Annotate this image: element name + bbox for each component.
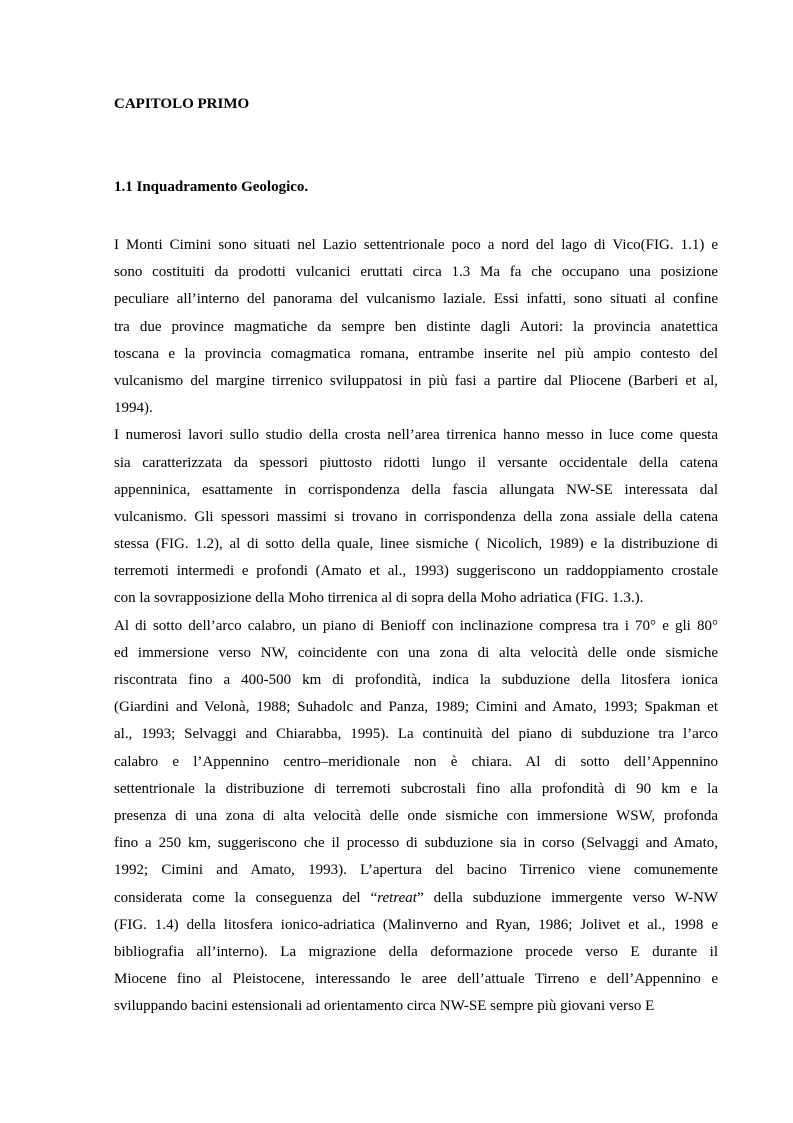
text-line: [114, 259, 718, 286]
text-line: [114, 694, 718, 721]
line-text: vulcanismo. Gli spessori massimi si trovano in corrispondenza della zona assiale della catena: [114, 508, 718, 525]
line-text: I Monti Cimini sono situati nel Lazio settentrionale poco a nord del lago di Vico(FIG. 1.1) e: [114, 237, 718, 253]
line-text: considerata come la conseguenza del “: [114, 889, 378, 906]
line-text: I numerosi lavori sullo studio della crosta nell’area tirrenica hanno messo in luce come questa: [114, 427, 718, 444]
line-text: terremoti intermedi e profondi (Amato et al., 1993) suggeriscono un raddoppiamento crostale: [114, 563, 718, 580]
text-line: [114, 422, 718, 449]
text-line: [114, 613, 718, 640]
line-text: settentrionale la distribuzione di terremoti subcrostali fino alla profondità di 90 km e la: [114, 780, 718, 797]
text-line: [114, 232, 718, 259]
text-line: [114, 912, 718, 939]
chapter-title: CAPITOLO PRIMO: [114, 96, 250, 112]
text-line: [114, 993, 718, 1020]
line-text: peculiare all’interno del panorama del vulcanismo laziale. Essi infatti, sono situati al confine: [114, 291, 718, 308]
text-line: [114, 395, 718, 422]
line-text: sviluppando bacini estensionali ad orientamento circa NW-SE sempre più giovani verso E: [114, 998, 655, 1015]
text-line: [114, 341, 718, 368]
text-line: [114, 830, 718, 857]
body-text: [114, 232, 718, 1020]
paragraph: [114, 422, 718, 612]
text-line: [114, 477, 718, 504]
text-line: [114, 667, 718, 694]
line-text: riscontrata fino a 400-500 km di profondità, indica la subduzione della litosfera ionica: [114, 672, 718, 688]
text-line: [114, 803, 718, 830]
line-text: al., 1993; Selvaggi and Chiarabba, 1995). La continuità del piano di subduzione tra l’arco: [114, 726, 718, 743]
line-text: sono costituiti da prodotti vulcanici eruttati circa 1.3 Ma fa che occupano una posizione: [114, 264, 718, 281]
line-text: con la sovrapposizione della Moho tirrenica al di sopra della Moho adriatica (FIG. 1.3.).: [114, 590, 644, 607]
text-line: [114, 314, 718, 341]
text-line: [114, 857, 718, 884]
text-line: [114, 286, 718, 313]
line-text: toscana e la provincia comagmatica romana, entrambe inserite nel più ampio contesto del: [114, 345, 718, 362]
text-line: [114, 450, 718, 477]
text-line: [114, 885, 718, 912]
line-text: fino a 250 km, suggeriscono che il processo di subduzione sia in corso (Selvaggi and Amato,: [114, 835, 718, 852]
text-line: [114, 749, 718, 776]
line-text: (FIG. 1.4) della litosfera ionico-adriatica (Malinverno and Ryan, 1986; Jolivet et al., 1998 e: [114, 916, 718, 933]
line-text: (Giardini and Velonà, 1988; Suhadolc and Panza, 1989; Cimini and Amato, 1993; Spakman et: [114, 699, 718, 716]
line-text: 1992; Cimini and Amato, 1993). L’apertura del bacino Tirrenico viene comunemente: [114, 862, 718, 879]
italic-term: retreat: [377, 889, 417, 906]
text-line: [114, 721, 718, 748]
line-text: 1994).: [114, 400, 153, 417]
line-text: Miocene fino al Pleistocene, interessando le aree dell’attuale Tirreno e dell’Appennino e: [114, 971, 718, 988]
text-line: [114, 585, 718, 612]
line-text: sia caratterizzata da spessori piuttosto ridotti lungo il versante occidentale della catena: [114, 454, 718, 471]
section-title: 1.1 Inquadramento Geologico.: [114, 179, 309, 195]
line-text-continued: ” della subduzione immergente verso W-NW: [416, 889, 718, 906]
text-line: [114, 504, 718, 531]
line-text: vulcanismo del margine tirrenico sviluppatosi in più fasi a partire dal Pliocene (Barberi et al,: [114, 372, 718, 389]
line-text: tra due province magmatiche da sempre ben distinte dagli Autori: la provincia anatettica: [114, 318, 718, 335]
line-text: ed immersione verso NW, coincidente con una zona di alta velocità delle onde sismiche: [114, 644, 718, 661]
line-text: Al di sotto dell’arco calabro, un piano di Benioff con inclinazione compresa tra i 70° e gli 80°: [114, 617, 718, 634]
text-line: [114, 966, 718, 993]
line-text: appenninica, esattamente in corrispondenza della fascia allungata NW-SE interessata dal: [114, 481, 718, 498]
paragraph: [114, 613, 718, 1021]
text-line: [114, 776, 718, 803]
text-line: [114, 368, 718, 395]
text-line: [114, 640, 718, 667]
line-text: bibliografia all’interno). La migrazione della deformazione procede verso E durante il: [114, 943, 718, 960]
text-line: [114, 558, 718, 585]
text-line: [114, 939, 718, 966]
text-line: [114, 531, 718, 558]
line-text: calabro e l’Appennino centro–meridionale non è chiara. Al di sotto dell’Appennino: [114, 753, 718, 770]
paragraph: [114, 232, 718, 422]
line-text: stessa (FIG. 1.2), al di sotto della quale, linee sismiche ( Nicolich, 1989) e la distribuzione di: [114, 536, 718, 553]
line-text: presenza di una zona di alta velocità delle onde sismiche con immersione WSW, profonda: [114, 807, 718, 824]
